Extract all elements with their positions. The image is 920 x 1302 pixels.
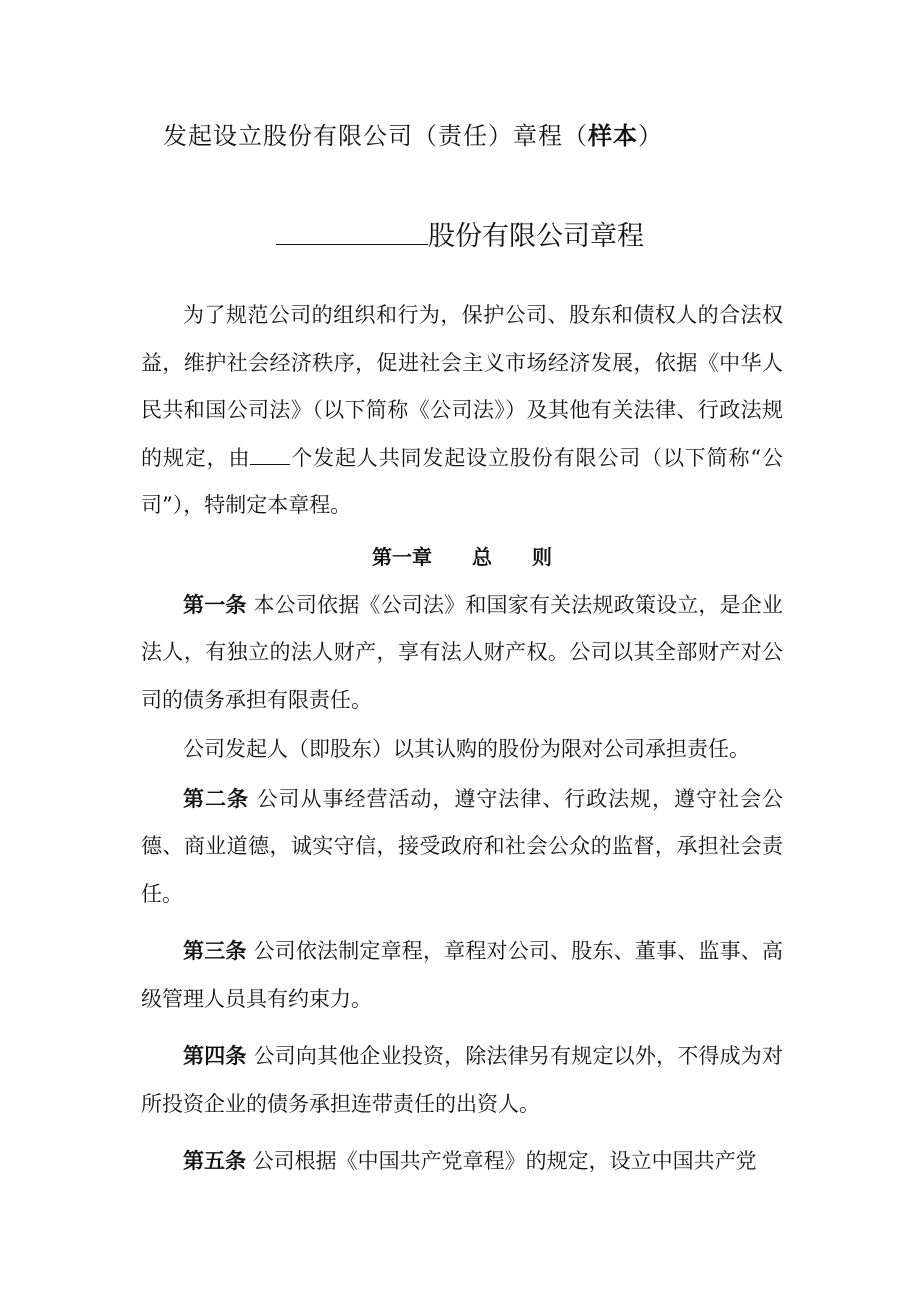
document-title-bold: 样本 [588, 121, 638, 150]
charter-title [0, 214, 920, 253]
article-1 [141, 582, 783, 725]
preamble-paragraph [141, 292, 783, 530]
article-1-paragraph-2 [141, 726, 783, 774]
article-4 [141, 1033, 783, 1128]
article-text: 本公司依据《公司法》和国家有关法规政策设立，是企业法人，有独立的法人财产，享有法人财产权。公司以其全部财产对公司的债务承担有限责任。 [141, 592, 783, 712]
article-label: 第五条 [183, 1149, 246, 1173]
article-5 [141, 1138, 783, 1186]
article-label: 第一条 [183, 592, 247, 617]
article-2 [141, 776, 783, 919]
preamble-text-2: 个发起人共同发起设立股份有限公司（以下简称“公司”），特制定本章程。 [141, 445, 784, 517]
document-title [163, 116, 663, 151]
article-label: 第三条 [183, 939, 247, 963]
chapter-heading: 第一章 总 则 [372, 544, 552, 569]
article-text: 公司依法制定章程，章程对公司、股东、董事、监事、高级管理人员具有约束力。 [141, 939, 783, 1011]
article-text: 公司发起人（即股东）以其认购的股份为限对公司承担责任。 [183, 737, 750, 761]
charter-title-text: 股份有限公司章程 [428, 221, 644, 252]
company-name-blank [276, 224, 428, 245]
article-text: 公司向其他企业投资，除法律另有规定以外，不得成为对所投资企业的债务承担连带责任的出资人。 [141, 1044, 783, 1116]
document-title-suffix: ） [638, 122, 663, 150]
article-label: 第四条 [183, 1044, 247, 1068]
document-body [141, 292, 783, 1186]
document-title-prefix: 发起设立股份有限公司（责任）章程（ [163, 122, 588, 150]
preamble-text-1: 为了规范公司的组织和行为，保护公司、股东和债权人的合法权益，维护社会经济秩序，促进社会主义市场经济发展，依据《中华人民共和国公司法》（以下简称《公司法》）及其他有关法律、行政法规的规定，由 [141, 303, 783, 470]
article-3 [141, 928, 783, 1023]
article-label: 第二条 [183, 786, 249, 811]
founder-count-blank [250, 446, 290, 465]
article-text: 公司从事经营活动，遵守法律、行政法规，遵守社会公德、商业道德，诚实守信，接受政府和社会公众的监督，承担社会责任。 [141, 786, 783, 906]
article-text: 公司根据《中国共产党章程》的规定，设立中国共产党 [246, 1149, 757, 1173]
